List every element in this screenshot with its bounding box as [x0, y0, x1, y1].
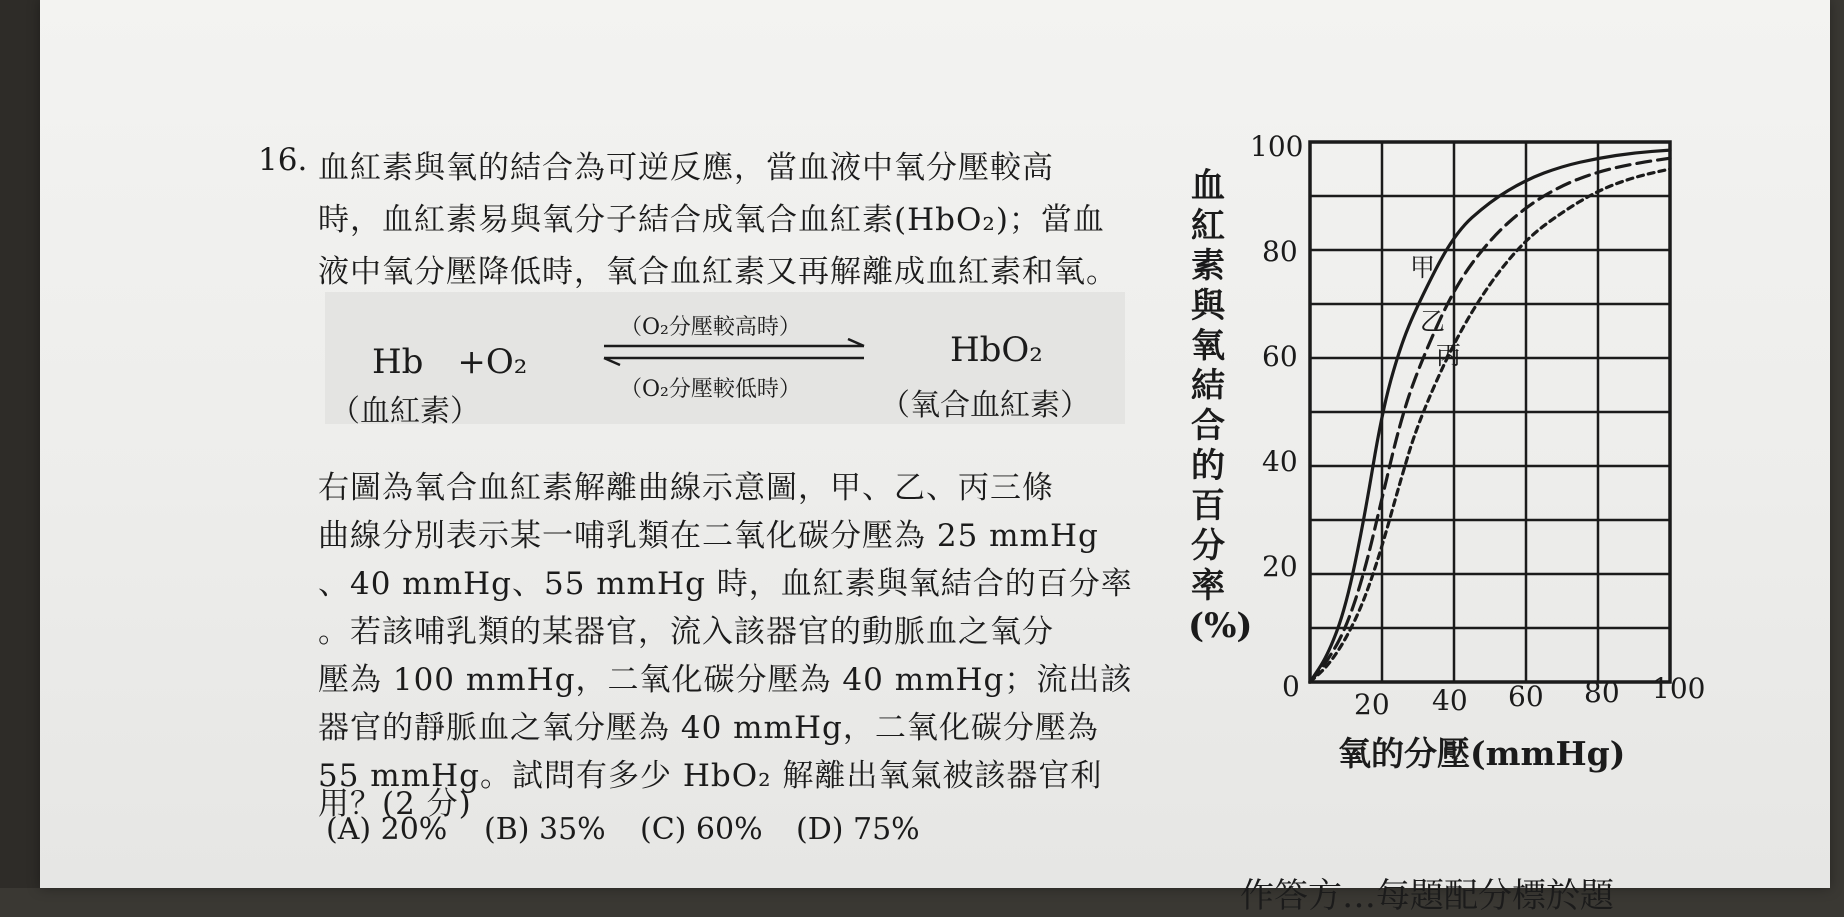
x-tick-label: 80: [1584, 676, 1620, 709]
body-line: 、40 mmHg、55 mmHg 時，血紅素與氧結合的百分率: [318, 566, 1133, 602]
body-line: 右圖為氧合血紅素解離曲線示意圖，甲、乙、丙三條: [318, 470, 1054, 506]
curve-series-2: [1310, 169, 1670, 682]
body-line: 用？(2 分): [318, 786, 472, 822]
x-tick-label: 20: [1354, 688, 1390, 721]
y-tick-label: 40: [1262, 445, 1298, 478]
chart-y-axis-label: 血紅素與氧結合的百分率(%): [1188, 166, 1253, 646]
intro-line: 血紅素與氧的結合為可逆反應，當血液中氧分壓較高: [318, 150, 1054, 186]
body-line: 55 mmHg。試問有多少 HbO₂ 解離出氧氣被該器官利: [318, 758, 1103, 794]
body-line: 曲線分別表示某一哺乳類在二氧化碳分壓為 25 mmHg: [318, 518, 1099, 554]
curve-series-1: [1310, 158, 1670, 682]
equation-reverse-condition: （O₂分壓較低時）: [620, 377, 801, 402]
y-tick-label: 100: [1250, 130, 1304, 163]
x-tick-label: 60: [1508, 680, 1544, 713]
option-b: (B) 35%: [484, 812, 606, 847]
x-tick-label: 40: [1432, 684, 1468, 717]
y-tick-label: 60: [1262, 340, 1298, 373]
equation-right: HbO₂: [950, 330, 1043, 370]
equation-left: Hb +O₂: [372, 342, 528, 382]
option-d: (D) 75%: [796, 812, 920, 847]
intro-line: 時，血紅素易與氧分子結合成氧合血紅素(HbO₂)；當血: [318, 202, 1105, 238]
curve-label-jia: 甲: [1410, 253, 1436, 282]
y-tick-label: 20: [1262, 550, 1298, 583]
curve-series-0: [1310, 150, 1670, 682]
x-tick-label: 100: [1652, 672, 1706, 705]
body-line: 器官的靜脈血之氧分壓為 40 mmHg，二氧化碳分壓為: [318, 710, 1099, 746]
chart-x-axis-label: 氧的分壓(mmHg): [1338, 734, 1626, 773]
reversible-arrow: [598, 338, 870, 368]
equation-left-label: （血紅素）: [330, 394, 480, 429]
equation-right-label: （氧合血紅素）: [880, 388, 1090, 423]
footer-text-fragment: 作答方…每題配分標於題: [1240, 876, 1614, 916]
intro-line: 液中氧分壓降低時，氧合血紅素又再解離成血紅素和氧。: [318, 254, 1118, 290]
curve-label-bing: 丙: [1436, 341, 1462, 370]
body-line: 。若該哺乳類的某器官，流入該器官的動脈血之氧分: [318, 614, 1054, 650]
option-a: (A) 20%: [326, 812, 448, 847]
equation-forward-condition: （O₂分壓較高時）: [620, 315, 801, 340]
body-line: 壓為 100 mmHg，二氧化碳分壓為 40 mmHg；流出該: [318, 662, 1133, 698]
curve-label-yi: 乙: [1420, 307, 1446, 336]
y-tick-label: 80: [1262, 235, 1298, 268]
origin-tick-label: 0: [1282, 670, 1300, 703]
option-c: (C) 60%: [640, 812, 763, 847]
question-number: 16.: [258, 142, 308, 178]
dissociation-curve-chart: [1300, 120, 1690, 700]
